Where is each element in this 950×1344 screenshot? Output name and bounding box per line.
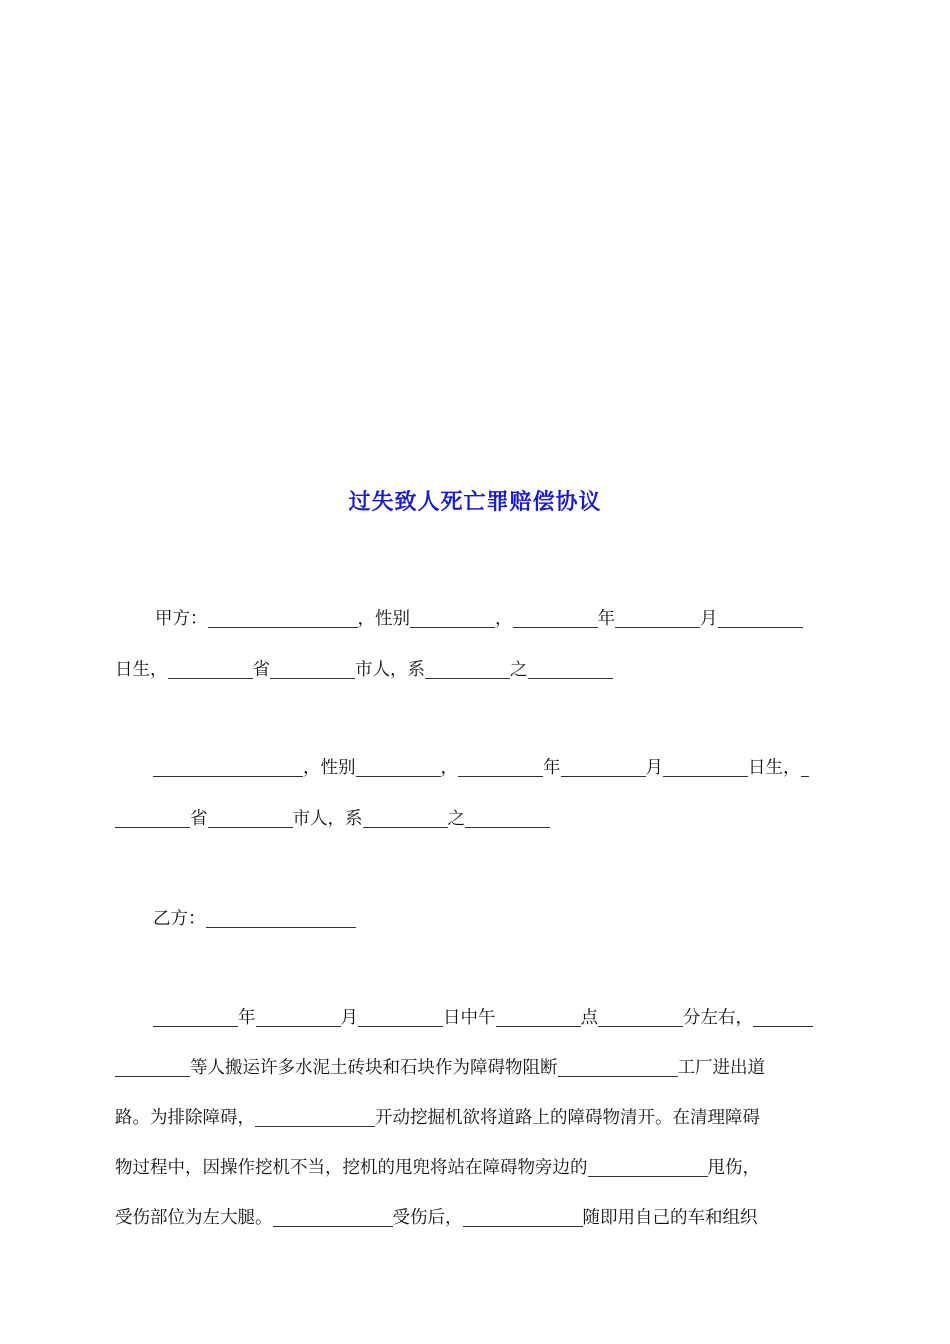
year-label-2: 年 [543, 758, 561, 778]
gender-label: ，性别 [357, 609, 410, 629]
blank-role-2[interactable] [465, 809, 550, 828]
facts-text-2: 工厂进出道 [677, 1058, 765, 1078]
blank-f-persons-a[interactable] [753, 1008, 813, 1027]
facts-line-4 [115, 1154, 840, 1182]
blank-role[interactable] [528, 660, 613, 679]
blank-relation-2[interactable] [363, 809, 448, 828]
blank-year[interactable] [513, 609, 598, 628]
comma: ， [495, 609, 513, 629]
of-label: 之 [510, 660, 528, 680]
blank-f-minute[interactable] [598, 1008, 683, 1027]
blank-f-persons-b[interactable] [115, 1058, 190, 1077]
blank-province[interactable] [168, 660, 253, 679]
province-label: 省 [252, 660, 270, 680]
facts-text-5: 物过程中，因操作挖机不当，挖机的甩兜将站在障碍物旁边的 [115, 1158, 588, 1178]
blank-gender[interactable] [410, 609, 495, 628]
facts-line-1 [115, 1004, 840, 1032]
facts-text-9: 随即用自己的车和组织 [582, 1208, 758, 1228]
year-label: 年 [597, 609, 615, 629]
party-b-line [115, 905, 840, 933]
city-label: 市人，系 [355, 660, 425, 680]
blank-city[interactable] [270, 660, 355, 679]
blank-name[interactable] [208, 609, 358, 628]
f-hour-label: 点 [580, 1008, 598, 1028]
party-a-label: 甲方： [155, 609, 208, 629]
blank-f-factory[interactable] [558, 1058, 678, 1077]
blank-gender-2[interactable] [356, 758, 441, 777]
birth-label-2: 日生， [748, 758, 801, 778]
f-day-label: 日中午 [443, 1008, 496, 1028]
gender-label-2: ，性别 [303, 758, 356, 778]
f-month-label: 月 [340, 1008, 358, 1028]
party-a2-line-1 [115, 754, 840, 782]
month-label: 月 [700, 609, 718, 629]
blank-f-operator[interactable] [255, 1108, 375, 1127]
comma-2: ， [440, 758, 458, 778]
party-a-line-1 [115, 605, 840, 633]
blank-f-month[interactable] [256, 1008, 341, 1027]
blank-year-2[interactable] [458, 758, 543, 777]
document-title: 过失致人死亡罪赔偿协议 [348, 490, 602, 515]
birth-label: 日生， [115, 660, 168, 680]
facts-line-3 [115, 1104, 840, 1132]
blank-f-victim[interactable] [588, 1158, 708, 1177]
blank-f-day[interactable] [358, 1008, 443, 1027]
party-a-line-2 [115, 656, 840, 684]
blank-f-victim-2[interactable] [273, 1208, 393, 1227]
blank-party-b[interactable] [206, 909, 356, 928]
facts-text-6: 甩伤， [707, 1158, 760, 1178]
blank-name-2[interactable] [153, 758, 303, 777]
facts-text-3: 路。为排除障碍， [115, 1108, 255, 1128]
blank-f-year[interactable] [153, 1008, 238, 1027]
facts-line-5 [115, 1204, 840, 1232]
month-label-2: 月 [645, 758, 663, 778]
facts-text-4: 开动挖掘机欲将道路上的障碍物清开。在清理障碍 [375, 1108, 760, 1128]
blank-month-2[interactable] [561, 758, 646, 777]
facts-line-2 [115, 1054, 840, 1082]
blank-f-operator-2[interactable] [463, 1208, 583, 1227]
facts-text-7: 受伤部位为左大腿。 [115, 1208, 273, 1228]
party-a2-line-2 [115, 805, 840, 833]
f-year-label: 年 [238, 1008, 256, 1028]
facts-text-8: 受伤后， [392, 1208, 463, 1228]
party-b-label: 乙方： [153, 909, 206, 929]
blank-day-2[interactable] [663, 758, 748, 777]
blank-f-hour[interactable] [496, 1008, 581, 1027]
city-label-2: 市人，系 [292, 809, 363, 829]
blank-city-2[interactable] [208, 809, 293, 828]
blank-month[interactable] [615, 609, 700, 628]
of-label-2: 之 [447, 809, 465, 829]
facts-text-1: 等人搬运许多水泥土砖块和石块作为障碍物阻断 [190, 1058, 558, 1078]
blank-province-2b[interactable] [115, 809, 190, 828]
f-minute-label: 分左右， [683, 1008, 753, 1028]
province-label-2: 省 [190, 809, 208, 829]
blank-day[interactable] [718, 609, 803, 628]
blank-province-2a[interactable] [801, 758, 809, 777]
blank-relation[interactable] [425, 660, 510, 679]
